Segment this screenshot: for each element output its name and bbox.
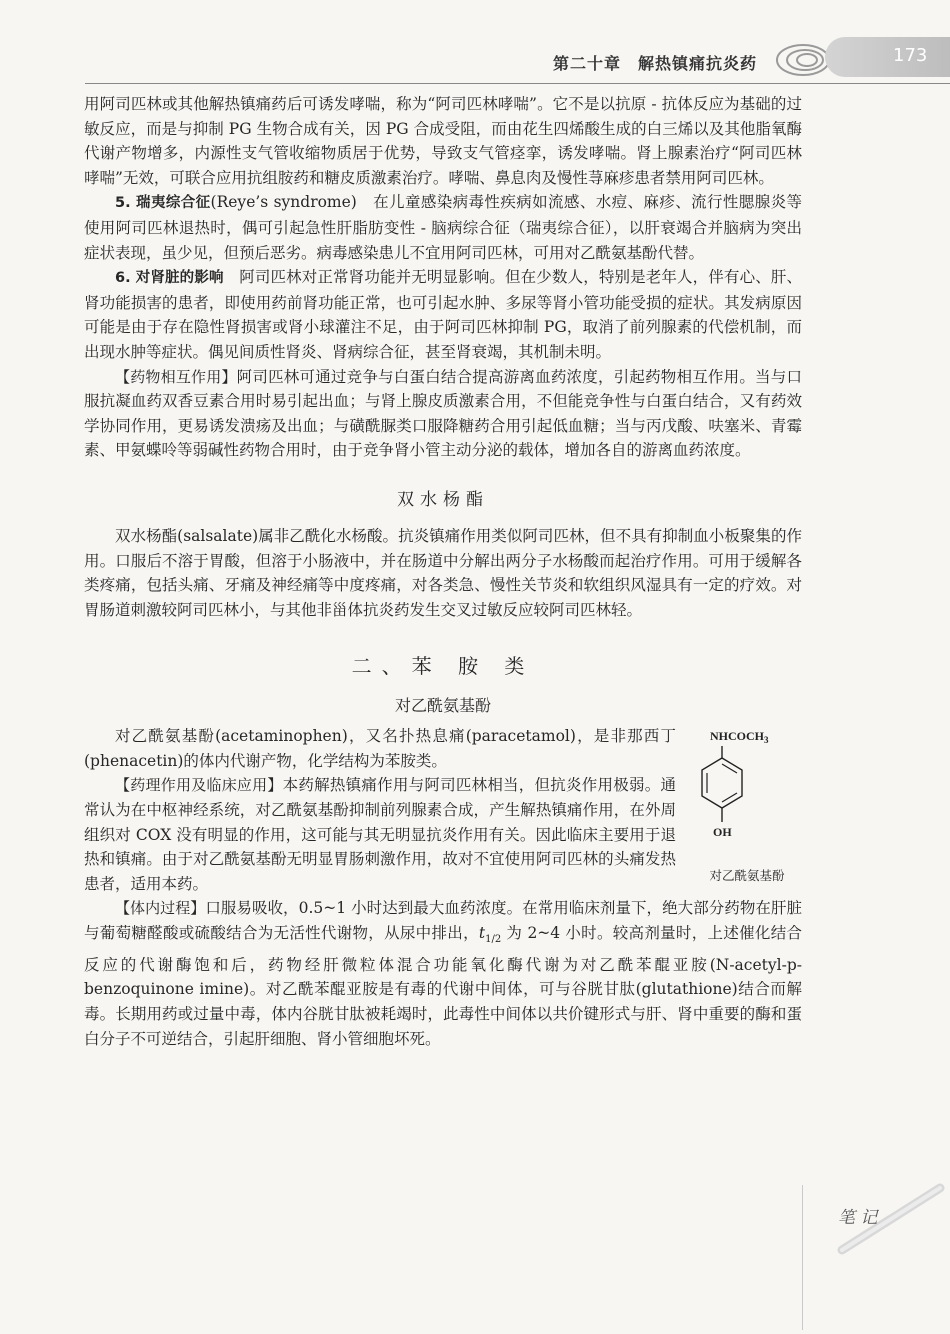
paragraph-pharmacology	[84, 773, 676, 896]
chemical-structure-figure	[692, 724, 802, 884]
paragraph-text: 阿司匹林对正常肾功能并无明显影响。但在少数人，特别是老年人，伴有心、肝、肾功能损害的患者，即使用药前肾功能正常，也可引起水肿、多尿等肾小管功能受损的症状。其发病原因可能是由于存在隐性肾损害或肾小球灌注不足，由于阿司匹林抑制 PG，取消了前列腺素的代偿机制，而出现水肿等症状。偶见间质性肾炎、肾病综合征，甚至肾衰竭，其机制未明。	[84, 268, 802, 361]
page-header	[0, 0, 950, 90]
paragraph-lead: 【体内过程】	[115, 899, 206, 918]
page-body	[84, 92, 802, 1051]
half-life-subscript: 1/2	[485, 934, 502, 946]
paragraph-lead: 【药物相互作用】	[115, 367, 237, 386]
structure-caption: 对乙酰氨基酚	[709, 868, 785, 884]
paragraph-kidney-effect	[84, 265, 802, 364]
paragraph-lead: 5. 瑞夷综合征	[115, 195, 211, 212]
acetaminophen-block	[84, 724, 802, 896]
section-title-acetaminophen: 对乙酰氨基酚	[394, 696, 491, 716]
page-number: 173	[893, 45, 928, 66]
paragraph-aspirin-asthma: 用阿司匹林或其他解热镇痛药后可诱发哮喘，称为“阿司匹林哮喘”。它不是以抗原 - 抗体反应为基础的过敏反应，而是与抑制 PG 生物合成有关，因 PG 合成受阻，而由花生四烯酸生成的白三烯以及其他脂氧酶代谢产物增多，内源性支气管收缩物质居于优势，导致支气管痉挛，诱发哮喘。肾上腺素治疗“阿司匹林哮喘”无效，可联合应用抗组胺药和糖皮质激素治疗。哮喘、鼻息肉及慢性荨麻疹患者禁用阿司匹林。	[84, 95, 802, 187]
paragraph-text: (Reye’s syndrome) 在儿童感染病毒性疾病如流感、水痘、麻疹、流行性腮腺炎等使用阿司匹林退热时，偶可引起急性肝脂肪变性 - 脑病综合征（瑞夷综合征），以肝衰竭合并脑病为突出症状表现，虽少见，但预后恶劣。病毒感染患儿不宜用阿司匹林，可用对乙酰氨基酚代替。	[84, 193, 803, 262]
paragraph-text-a: 口服易吸收，0.5~1 小时达到最大血药浓度。在常用临床剂量下，绝大部分药物在肝脏与葡萄糖醛酸或硫酸结合为无活性代谢物，从尿中排出，	[84, 899, 802, 943]
paragraph-pharmacokinetics	[84, 896, 802, 1051]
header-rule	[85, 83, 950, 84]
paragraph-salsalate: 双水杨酯(salsalate)属非乙酰化水杨酸。抗炎镇痛作用类似阿司匹林，但不具有抑制血小板聚集的作用。口服后不溶于胃酸，但溶于小肠液中，并在肠道中分解出两分子水杨酸而起治疗作用。可用于缓解各类疼痛，包括头痛、牙痛及神经痛等中度疼痛，对各类急、慢性关节炎和软组织风湿具有一定的疗效。对胃肠道刺激较阿司匹林小，与其他非甾体抗炎药发生交叉过敏反应较阿司匹林轻。	[84, 526, 802, 619]
nhcoch3-label: $NHCOCH_3$	[710, 729, 769, 746]
paragraph-lead: 【药理作用及临床应用】	[115, 776, 283, 795]
section-title-salsalate: 双水杨酯	[397, 489, 489, 510]
swirl-logo-icon	[773, 38, 833, 82]
oh-label: OH	[713, 825, 732, 840]
paragraph-text: 本药解热镇痛作用与阿司匹林相当，但抗炎作用极弱。通常认为在中枢神经系统，对乙酰氨基酚抑制前列腺素合成，产生解热镇痛作用，在外周组织对 COX 没有明显的作用，这可能与其无明显抗炎作用有关。因此临床主要用于退热和镇痛。由于对乙酰氨基酚无明显胃肠刺激作用，故对不宜使用阿司匹林的头痛发热患者，适用本药。	[84, 776, 676, 893]
half-life-symbol: t	[478, 924, 486, 943]
chapter-title: 第二十章 解热镇痛抗炎药	[553, 54, 758, 73]
paragraph-text: 阿司匹林可通过竞争与白蛋白结合提高游离血药浓度，引起药物相互作用。当与口服抗凝血药双香豆素合用时易引起出血；与肾上腺皮质激素合用，不但能竞争性与白蛋白结合，又有药效学协同作用，更易诱发溃疡及出血；与磺酰脲类口服降糖药合用引起低血糖；当与丙戊酸、呋塞米、青霉素、甲氨蝶呤等弱碱性药物合用时，由于竞争肾小管主动分泌的载体，增加各自的游离血药浓度。	[84, 367, 802, 460]
paragraph-reye-syndrome	[84, 190, 802, 265]
benzene-ring-diagram	[692, 724, 802, 864]
margin-rule	[802, 1185, 803, 1330]
paragraph-acetaminophen-intro: 对乙酰氨基酚(acetaminophen)，又名扑热息痛(paracetamol)，是非那西丁(phenacetin)的体内代谢产物，化学结构为苯胺类。	[84, 727, 676, 770]
paragraph-drug-interactions	[84, 365, 802, 463]
paragraph-text-b: 为 2~4 小时。较高剂量时，上述催化结合反应的代谢酶饱和后，药物经肝微粒体混合功能氧化酶代谢为对乙酰苯醌亚胺(N-acetyl-p-benzoquinone imine)。对乙酰苯醌亚胺是有毒的代谢中间体，可与谷胱甘肽(glutathione)结合而解毒。长期用药或过量中毒，体内谷胱甘肽被耗竭时，此毒性中间体以共价键形式与肝、肾中重要的酶和蛋白分子不可逆结合，引起肝细胞、肾小管细胞坏死。	[84, 924, 802, 1048]
notes-label: 笔 记	[838, 1208, 878, 1228]
paragraph-lead: 6. 对肾脏的影响	[115, 270, 224, 287]
page-number-tab	[825, 37, 950, 77]
part-title-aniline: 二、苯 胺 类	[351, 654, 535, 679]
